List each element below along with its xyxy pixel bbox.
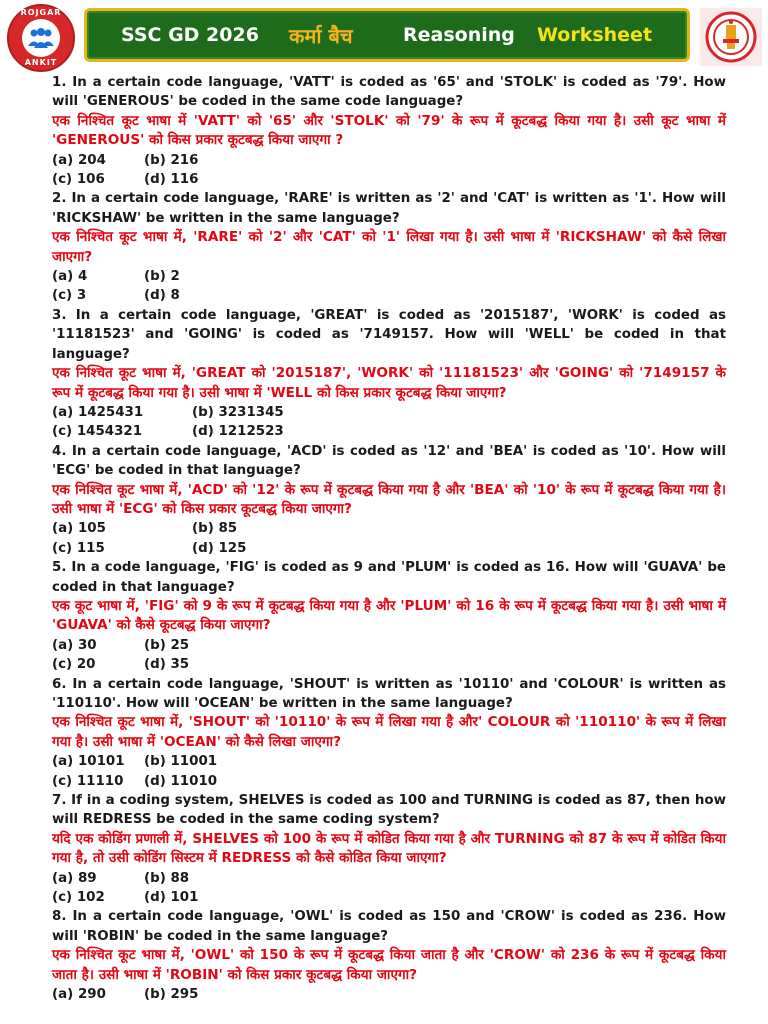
batch-title: कर्मा बैच	[289, 24, 353, 48]
option: (b) 88	[144, 870, 190, 886]
question-1	[52, 73, 726, 189]
question-text-en: 6. In a certain code language, 'SHOUT' is written as '10110' and 'COLOUR' is written as '110110'. How will 'OCEAN' be written in the same language?	[52, 676, 726, 711]
option: (a) 4	[52, 269, 88, 285]
ssc-emblem-icon	[698, 8, 764, 66]
question-text-hi: एक कूट भाषा में, 'FIG' को 9 के रूप में कूटबद्ध किया गया है और 'PLUM' को 16 के रूप में कूटबद्ध किया गया है। उसी भाषा में 'GUAVA' को कैसे कूटबद्ध किया जाएगा?	[52, 597, 726, 634]
option: (d) 1212523	[192, 424, 284, 440]
question-text-hi: यदि एक कोडिंग प्रणाली में, SHELVES को 100 के रूप में कोडित किया गया है और TURNING को 87 के रूप में कोडित किया गया है, तो उसी कोडिंग सिस्टम में REDRESS को कैसे कोडित किया जाएगा?	[52, 830, 726, 867]
question-text-hi: एक निश्चित कूट भाषा में 'VATT' को '65' और 'STOLK' को '79' के रूप में कूटबद्ध किया गया है। उसी कूट भाषा में 'GENEROUS' को किस प्रकार कूटबद्ध किया जाएगा ?	[52, 112, 726, 149]
option: (b) 25	[144, 637, 190, 653]
worksheet-content	[52, 73, 726, 1005]
options-row	[52, 655, 726, 674]
option: (c) 20	[52, 657, 96, 673]
question-text-en: 1. In a certain code language, 'VATT' is coded as '65' and 'STOLK' is coded as '79'. How will 'GENEROUS' be coded in the same code language?	[52, 75, 726, 110]
option: (c) 102	[52, 890, 105, 906]
option: (d) 35	[144, 657, 190, 673]
options-row	[52, 985, 726, 1004]
options-row	[52, 422, 726, 441]
option: (b) 85	[192, 521, 238, 537]
exam-title: SSC GD 2026	[121, 24, 259, 46]
logo-people-icon	[22, 19, 60, 57]
question-text-hi: एक निश्चित कूट भाषा में, 'ACD' को '12' के रूप में कूटबद्ध किया गया है और 'BEA' को '10' के रूप में कूटबद्ध किया गया है। उसी भाषा में 'ECG' को किस प्रकार कूटबद्ध किया जाएगा?	[52, 481, 726, 517]
option: (d) 125	[192, 540, 247, 556]
question-4	[52, 442, 726, 558]
option: (b) 3231345	[192, 404, 284, 420]
options-row	[52, 869, 726, 888]
options-row	[52, 772, 726, 791]
option: (b) 295	[144, 987, 199, 1003]
question-text-en: 4. In a certain code language, 'ACD' is coded as '12' and 'BEA' is coded as '10'. How will 'ECG' be coded in that language?	[52, 443, 726, 479]
question-text-hi: एक निश्चित कूट भाषा में, 'GREAT को '2015187', 'WORK' को '11181523' और 'GOING' को '7149157 के रूप में कूटबद्ध किया गया है। उसी भाषा में 'WELL को किस प्रकार कूटबद्ध किया जाएगा?	[52, 365, 726, 401]
question-5	[52, 558, 726, 674]
logo-bottom-text: ANKIT	[24, 58, 58, 67]
option: (b) 216	[144, 152, 199, 168]
options-row	[52, 888, 726, 907]
options-row	[52, 267, 726, 286]
question-text-en: 5. In a code language, 'FIG' is coded as 9 and 'PLUM' is coded as 16. How will 'GUAVA' be coded in that language?	[52, 560, 726, 595]
option: (a) 204	[52, 152, 106, 168]
option: (c) 11110	[52, 773, 124, 789]
option: (b) 2	[144, 269, 180, 285]
option: (a) 290	[52, 987, 106, 1003]
option: (b) 11001	[144, 754, 218, 770]
option: (a) 105	[52, 521, 106, 537]
option: (c) 1454321	[52, 424, 143, 440]
option: (d) 8	[144, 288, 180, 304]
subject-title: Reasoning	[403, 24, 515, 46]
question-7	[52, 791, 726, 907]
option: (a) 89	[52, 870, 97, 886]
question-text-hi: एक निश्चित कूट भाषा में, 'OWL' को 150 के रूप में कूटबद्ध किया जाता है और 'CROW' को 236 के रूप में कूटबद्ध किया जाता है। उसी भाषा में 'ROBIN' को किस प्रकार कूटबद्ध किया जाएगा?	[52, 947, 726, 983]
option: (c) 3	[52, 288, 87, 304]
option: (a) 10101	[52, 754, 125, 770]
option: (d) 116	[144, 172, 199, 188]
options-row	[52, 752, 726, 771]
question-8	[52, 907, 726, 1004]
options-row	[52, 286, 726, 305]
options-row	[52, 403, 726, 422]
options-row	[52, 539, 726, 558]
options-row	[52, 170, 726, 189]
rojgar-ankit-logo	[7, 4, 75, 72]
option: (c) 115	[52, 540, 105, 556]
question-text-hi: एक निश्चित कूट भाषा में, 'SHOUT' को '10110' के रूप में लिखा गया है और' COLOUR को '110110' के रूप में लिखा गया है। उसी भाषा में 'OCEAN' को कैसे लिखा जाएगा?	[52, 714, 726, 750]
option: (d) 101	[144, 890, 199, 906]
question-text-en: 8. In a certain code language, 'OWL' is coded as 150 and 'CROW' is coded as 236. How will 'ROBIN' be coded in the same language?	[52, 909, 726, 944]
option: (c) 106	[52, 172, 105, 188]
header	[0, 0, 768, 76]
option: (d) 11010	[144, 773, 218, 789]
question-2	[52, 189, 726, 305]
worksheet-label: Worksheet	[537, 24, 653, 46]
options-row	[52, 151, 726, 170]
options-row	[52, 519, 726, 538]
logo-top-text: ROJGAR	[20, 8, 62, 17]
question-text-en: 7. If in a coding system, SHELVES is coded as 100 and TURNING is coded as 87, then how will REDRESS be coded in the same coding system?	[52, 793, 726, 828]
question-text-en: 2. In a certain code language, 'RARE' is written as '2' and 'CAT' is written as '1'. How will 'RICKSHAW' be written in the same language?	[52, 191, 726, 226]
question-text-hi: एक निश्चित कूट भाषा में, 'RARE' को '2' और 'CAT' को '1' लिखा गया है। उसी भाषा में 'RICKSHAW' को कैसे लिखा जाएगा?	[52, 229, 726, 265]
question-6	[52, 675, 726, 791]
option: (a) 30	[52, 637, 97, 653]
question-3	[52, 306, 726, 442]
options-row	[52, 636, 726, 655]
option: (a) 1425431	[52, 404, 144, 420]
title-banner	[84, 8, 690, 62]
question-text-en: 3. In a certain code language, 'GREAT' is coded as '2015187', 'WORK' is coded as '11181523' and 'GOING' is coded as '7149157. How will 'WELL' be coded in that language?	[52, 307, 726, 362]
